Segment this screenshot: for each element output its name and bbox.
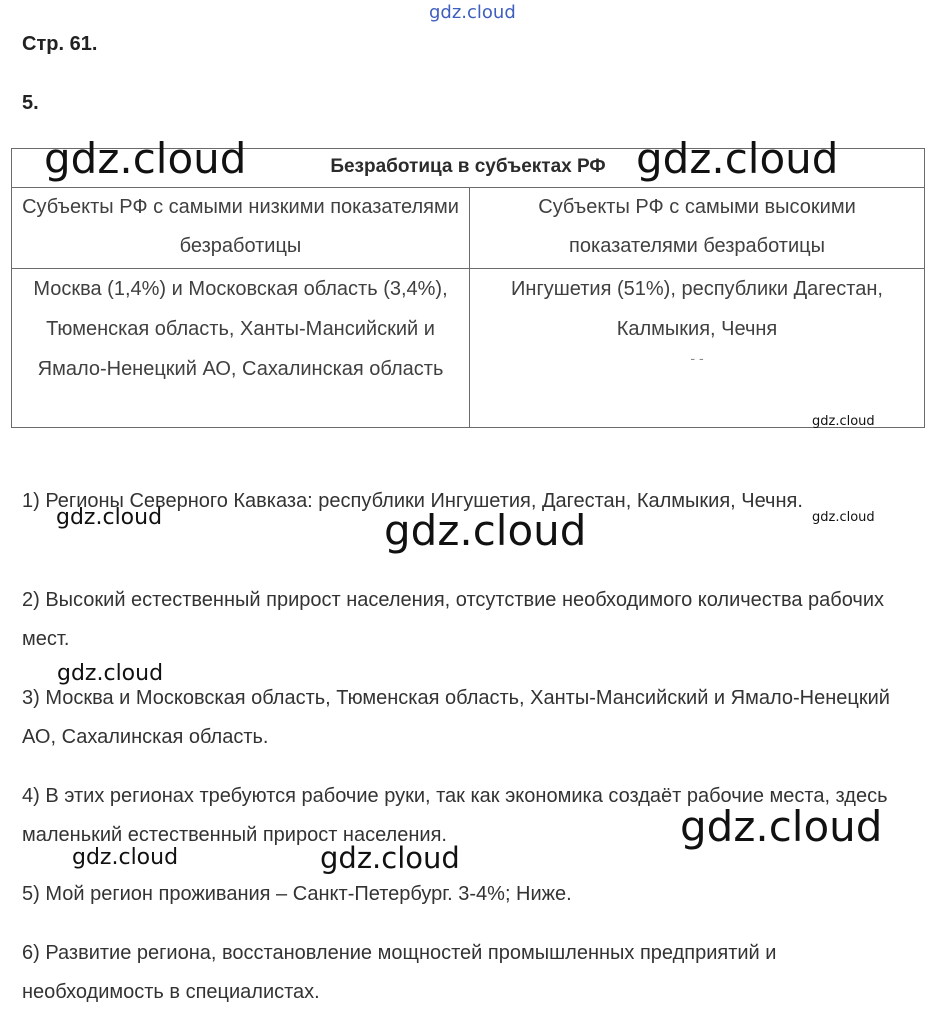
watermark: gdz.cloud [44,134,247,183]
watermark: gdz.cloud [812,414,875,429]
table-row [12,269,925,428]
dash-mark: - - [690,350,704,366]
answer-3: 3) Москва и Московская область, Тюменская область, Ханты-Мансийский и Ямало-Ненецкий АО, Сахалинская область. [22,687,890,748]
watermark: gdz.cloud [57,661,164,686]
watermark: gdz.cloud [812,510,875,525]
task-number: 5. [22,92,39,114]
answer-1: 1) Регионы Северного Кавказа: республики Ингушетия, Дагестан, Калмыкия, Чечня. [22,490,803,512]
header-lowest: Субъекты РФ с самыми низкими показателями безработицы [12,188,470,269]
answer-6: 6) Развитие региона, восстановление мощностей промышленных предприятий и необходимость в специалистах. [22,942,777,1003]
watermark: gdz.cloud [680,802,883,851]
watermark: gdz.cloud [56,505,163,530]
cell-highest-regions: Ингушетия (51%), республики Дагестан, Калмыкия, Чечня [511,278,883,340]
unemployment-table [11,148,925,428]
cell-highest-regions-wrap [470,269,925,428]
table-header-row [12,188,925,269]
watermark: gdz.cloud [320,841,460,875]
table-title: Безработица в субъектах РФ [12,149,925,188]
answer-4: 4) В этих регионах требуются рабочие руки, так как экономика создаёт рабочие места, здесь маленький естественный прирост населения. [22,785,888,846]
header-highest: Субъекты РФ с самыми высокими показателями безработицы [470,188,925,269]
watermark: gdz.cloud [636,134,839,183]
top-watermark: gdz.cloud [429,2,516,23]
answer-2: 2) Высокий естественный прирост населения, отсутствие необходимого количества рабочих мест. [22,589,885,650]
watermark: gdz.cloud [384,506,587,555]
cell-lowest-regions: Москва (1,4%) и Московская область (3,4%), Тюменская область, Ханты-Мансийский и Ямало-Ненецкий АО, Сахалинская область [12,269,470,428]
answer-5: 5) Мой регион проживания – Санкт-Петербург. 3-4%; Ниже. [22,883,572,905]
page-label: Стр. 61. [22,33,98,55]
watermark: gdz.cloud [72,845,179,870]
